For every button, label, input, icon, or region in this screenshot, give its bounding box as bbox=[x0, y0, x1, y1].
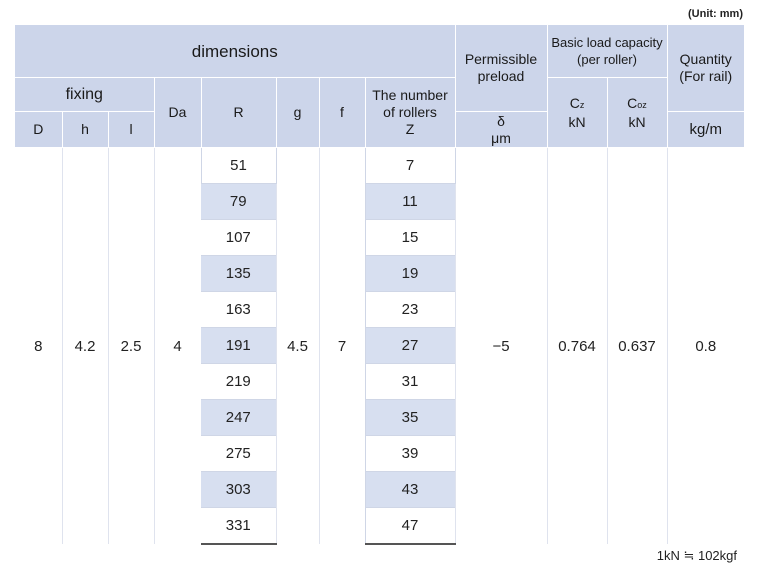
header-basic-load-capacity bbox=[547, 25, 667, 78]
header-delta-unit: μm bbox=[491, 129, 511, 146]
value-l: 2.5 bbox=[108, 148, 154, 545]
header-rollers-line1: The number bbox=[372, 87, 448, 103]
cell-r: 219 bbox=[201, 364, 276, 400]
cell-z: 39 bbox=[365, 436, 455, 472]
cell-z: 35 bbox=[365, 400, 455, 436]
header-cz-symbol bbox=[570, 95, 585, 111]
cell-r: 247 bbox=[201, 400, 276, 436]
cell-r: 275 bbox=[201, 436, 276, 472]
cell-z: 31 bbox=[365, 364, 455, 400]
header-quantity-line2: (For rail) bbox=[679, 68, 733, 84]
header-coz-sub: oz bbox=[637, 99, 647, 110]
value-h: 4.2 bbox=[62, 148, 108, 545]
specification-table bbox=[15, 25, 744, 545]
cell-r: 135 bbox=[201, 256, 276, 292]
value-f: 7 bbox=[319, 148, 365, 545]
specification-table-wrapper bbox=[15, 25, 744, 545]
value-mass: 0.8 bbox=[667, 148, 744, 545]
cell-r: 79 bbox=[201, 184, 276, 220]
cell-z: 11 bbox=[365, 184, 455, 220]
header-preload: preload bbox=[477, 68, 525, 84]
header-col-da: Da bbox=[154, 78, 201, 148]
header-col-l: l bbox=[108, 112, 154, 148]
cell-r: 51 bbox=[201, 148, 276, 184]
header-coz-symbol bbox=[627, 95, 647, 111]
cell-z: 15 bbox=[365, 220, 455, 256]
header-delta-symbol: δ bbox=[497, 112, 505, 129]
header-rollers-symbol: Z bbox=[405, 121, 415, 137]
header-coz bbox=[607, 78, 667, 148]
cell-r: 191 bbox=[201, 328, 276, 364]
header-quantity bbox=[667, 25, 744, 112]
header-fixing: fixing bbox=[15, 78, 154, 112]
value-da: 4 bbox=[154, 148, 201, 545]
value-g: 4.5 bbox=[276, 148, 319, 545]
header-cz-unit: kN bbox=[568, 113, 586, 130]
header-cz-main: C bbox=[569, 94, 580, 111]
header-col-g: g bbox=[276, 78, 319, 148]
header-basic-load-line2: (per roller) bbox=[577, 52, 637, 67]
value-preload: −5 bbox=[455, 148, 547, 545]
cell-z: 27 bbox=[365, 328, 455, 364]
header-col-d: D bbox=[15, 112, 62, 148]
table-header bbox=[15, 25, 744, 148]
value-d: 8 bbox=[34, 337, 43, 355]
header-cz bbox=[547, 78, 607, 148]
header-quantity-line1: Quantity bbox=[679, 51, 732, 67]
header-rollers-line2: of rollers bbox=[383, 104, 437, 120]
cell-r: 107 bbox=[201, 220, 276, 256]
cell-r: 331 bbox=[201, 508, 276, 545]
value-cz: 0.764 bbox=[547, 148, 607, 545]
header-cz-sub: z bbox=[579, 99, 585, 110]
header-coz-main: C bbox=[627, 94, 638, 111]
header-col-f: f bbox=[319, 78, 365, 148]
header-col-r: R bbox=[201, 78, 276, 148]
cell-z: 19 bbox=[365, 256, 455, 292]
header-basic-load-line1: Basic load capacity bbox=[551, 35, 663, 50]
value-coz: 0.637 bbox=[607, 148, 667, 545]
header-coz-unit: kN bbox=[628, 113, 646, 130]
header-permissible-preload bbox=[455, 25, 547, 112]
unit-label: (Unit: mm) bbox=[688, 8, 743, 20]
cell-z: 43 bbox=[365, 472, 455, 508]
table-row bbox=[15, 148, 744, 184]
cell-r: 303 bbox=[201, 472, 276, 508]
cell-z: 23 bbox=[365, 292, 455, 328]
unit-conversion-note: 1kN ≒ 102kgf bbox=[656, 548, 737, 563]
header-col-h: h bbox=[62, 112, 108, 148]
header-permissible: Permissible bbox=[464, 51, 538, 67]
header-dimensions: dimensions bbox=[15, 25, 455, 78]
table-body bbox=[15, 148, 744, 545]
header-mass-unit: kg/m bbox=[667, 112, 744, 148]
cell-z: 47 bbox=[365, 508, 455, 545]
header-number-of-rollers bbox=[365, 78, 455, 148]
cell-r: 163 bbox=[201, 292, 276, 328]
cell-z: 7 bbox=[365, 148, 455, 184]
header-delta bbox=[455, 112, 547, 148]
